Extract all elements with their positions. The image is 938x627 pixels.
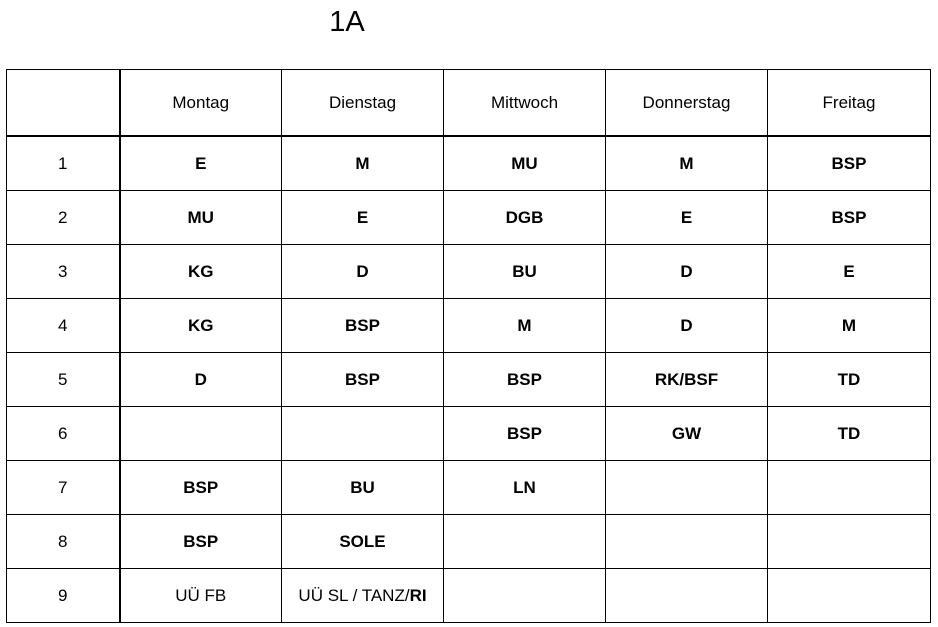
table-row	[7, 299, 931, 353]
table-row	[7, 461, 931, 515]
lesson-cell: BU	[282, 461, 444, 515]
lesson-cell: MU	[444, 136, 606, 191]
lesson-cell: TD	[768, 353, 931, 407]
table-row	[7, 245, 931, 299]
corner-cell	[7, 70, 120, 137]
period-number: 2	[7, 191, 120, 245]
lesson-cell: D	[120, 353, 282, 407]
period-number: 7	[7, 461, 120, 515]
table-row	[7, 569, 931, 623]
day-header-mittwoch: Mittwoch	[444, 70, 606, 137]
lesson-cell: LN	[444, 461, 606, 515]
lesson-cell: BSP	[120, 461, 282, 515]
period-number: 9	[7, 569, 120, 623]
lesson-cell: KG	[120, 245, 282, 299]
lesson-cell: MU	[120, 191, 282, 245]
header-row	[7, 70, 931, 137]
period-number: 8	[7, 515, 120, 569]
table-row	[7, 515, 931, 569]
lesson-cell: UÜ FB	[120, 569, 282, 623]
lesson-cell: E	[606, 191, 768, 245]
lesson-cell-text: UÜ SL / TANZ/	[298, 585, 410, 605]
lesson-cell: D	[282, 245, 444, 299]
timetable	[6, 69, 931, 623]
day-header-donnerstag: Donnerstag	[606, 70, 768, 137]
lesson-cell: E	[282, 191, 444, 245]
lesson-cell	[768, 461, 931, 515]
day-header-dienstag: Dienstag	[282, 70, 444, 137]
lesson-cell	[282, 569, 444, 623]
lesson-cell: BSP	[768, 136, 931, 191]
lesson-cell: BSP	[282, 299, 444, 353]
lesson-cell: BU	[444, 245, 606, 299]
lesson-cell	[606, 515, 768, 569]
lesson-cell: BSP	[768, 191, 931, 245]
table-row	[7, 407, 931, 461]
lesson-cell	[606, 569, 768, 623]
lesson-cell: D	[606, 245, 768, 299]
lesson-cell	[120, 407, 282, 461]
lesson-cell: M	[282, 136, 444, 191]
lesson-cell: BSP	[282, 353, 444, 407]
lesson-cell: RK/BSF	[606, 353, 768, 407]
lesson-cell: BSP	[120, 515, 282, 569]
lesson-cell: DGB	[444, 191, 606, 245]
table-row	[7, 191, 931, 245]
table-row	[7, 353, 931, 407]
lesson-cell	[768, 569, 931, 623]
lesson-cell: D	[606, 299, 768, 353]
lesson-cell: M	[606, 136, 768, 191]
day-header-montag: Montag	[120, 70, 282, 137]
period-number: 1	[7, 136, 120, 191]
lesson-cell: TD	[768, 407, 931, 461]
lesson-cell	[606, 461, 768, 515]
lesson-cell: M	[444, 299, 606, 353]
page-title: 1A	[329, 6, 365, 38]
lesson-cell: BSP	[444, 407, 606, 461]
lesson-cell: GW	[606, 407, 768, 461]
table-row	[7, 136, 931, 191]
lesson-cell: E	[768, 245, 931, 299]
lesson-cell: SOLE	[282, 515, 444, 569]
period-number: 5	[7, 353, 120, 407]
lesson-cell	[444, 515, 606, 569]
period-number: 3	[7, 245, 120, 299]
lesson-cell	[282, 407, 444, 461]
lesson-cell-bold-suffix: RI	[409, 585, 427, 605]
lesson-cell: M	[768, 299, 931, 353]
lesson-cell: BSP	[444, 353, 606, 407]
lesson-cell: KG	[120, 299, 282, 353]
period-number: 6	[7, 407, 120, 461]
lesson-cell	[444, 569, 606, 623]
day-header-freitag: Freitag	[768, 70, 931, 137]
lesson-cell	[768, 515, 931, 569]
period-number: 4	[7, 299, 120, 353]
lesson-cell: E	[120, 136, 282, 191]
